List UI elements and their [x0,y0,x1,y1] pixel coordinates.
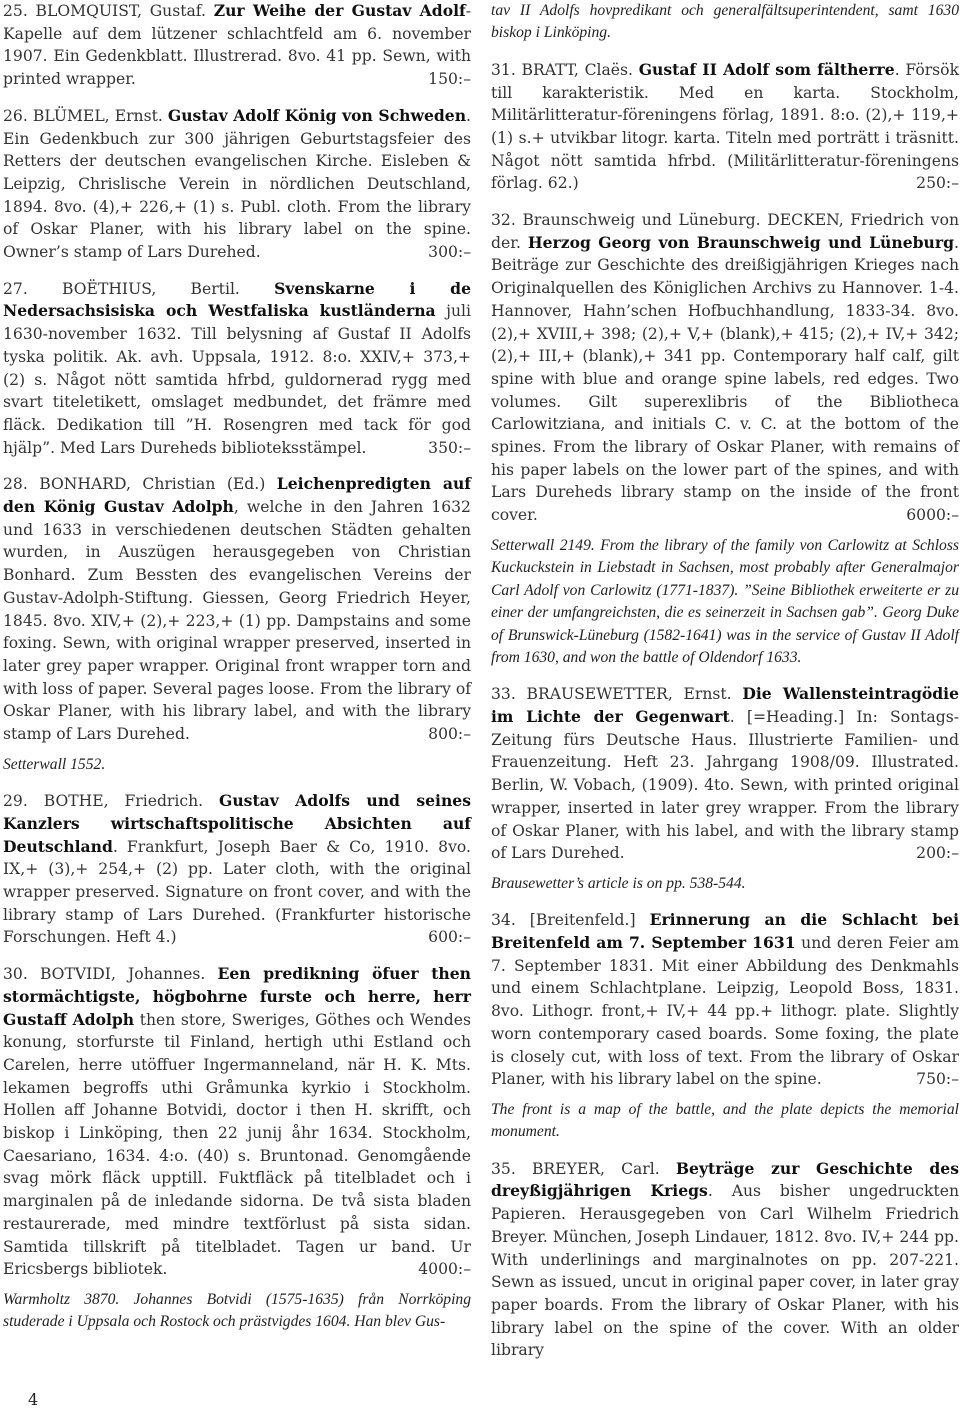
entry-author: 33. BRAUSEWETTER, Ernst. [491,685,743,704]
catalogue-entry-26 [3,105,471,264]
entry-title: Gustaf II Adolf som fältherre [638,59,895,79]
entry-title: Svenskarne i de Nedersachsisiska och Westfaliska kustländerna [3,278,471,321]
entry-title: Leichenpredigten auf den König Gustav Adolph [3,474,472,517]
catalogue-entry-35 [491,1158,959,1362]
catalogue-entry-28 [3,473,471,745]
entry-author: 31. BRATT, Claës. [491,60,639,79]
entry-author: 27. BOËTHIUS, Bertil. [3,279,275,298]
catalogue-entry-30 [3,963,471,1281]
entry-description: und deren Feier am 7. September 1831. Mit einer Abbildung des Denkmahls und einem Schlachtplane. Leipzig, Leopold Boss, 1831. 8vo. Lithogr. front,+ IV,+ 44 pp.+ lithogr. plate. Slightly worn contemporary cased boards. Some foxing, the plate is closely cut, with loss of text. From the library of Oskar Planer, with his library label on the spine. [491,934,959,1089]
entry-description: juli 1630-november 1632. Till belysning af Gustaf II Adolfs tyska politik. Ak. avh. Uppsala, 1912. 8:o. XXIV,+ 373,+ (2) s. Något nött samtida hfrbd, guldornerad rygg med svart titeletikett, omslaget medbundet, det främre med fläck. Dedikation till ”H. Rosengren med tack för god hjälp”. Med Lars Dureheds biblioteksstämpel. [3,302,471,457]
entry-description: . Beiträge zur Geschichte des dreißigjährigen Krieges nach Originalquellen des Königlichen Archivs zu Hannover. 1-4. Hannover, Hahn’schen Hofbuchhandlung, 1833-34. 8vo. (2),+ XVIII,+ 398; (2),+ V,+ (blank),+ 415; (2),+ IV,+ 342; (2),+ III,+ (blank),+ 341 pp. Contemporary half calf, gilt spine with blue and orange spine labels, red edges. Two volumes. Gilt superexlibris of the Bibliotheca Carlowitziana, and initials C. v. C. at the bottom of the spines. From the library of Oskar Planer, with remains of his paper labels on the lower part of the spines, and with Lars Dureheds library stamp on the inside of the front cover. [491,233,959,525]
entry-title: Beyträge zur Geschichte des dreyßigjährigen Kriegs [491,1158,959,1201]
entry-title: Zur Weihe der Gustav Adolf [213,1,466,20]
left-column [3,0,471,1348]
entry-title: Gustav Adolf König von Schweden [167,105,467,125]
entry-title: Erinnerung an die Schlacht bei Breitenfeld am 7. September 1631 [491,910,959,953]
entry-description: . Frankfurt, Joseph Baer & Co, 1910. 8vo. IX,+ (3),+ 254,+ (2) pp. Later cloth, with the original wrapper preserved. Signature on front cover, and with the library stamp of Lars Durehed. (Frankfurter historische Forschungen. Heft 4.) [3,837,471,947]
entry-price: 200:– [916,844,959,863]
entry-price: 350:– [428,438,471,457]
catalogue-entry-29 [3,790,471,949]
entry-description: . Försök till karakteristik. Med en karta. Stockholm, Militärlitteratur-föreningens förlag, 1891. 8:o. (2),+ 119,+ (1) s.+ utvikbar litogr. karta. Titeln med porträtt i träsnitt. Något nött samtida hfrbd. (Militärlitteratur-föreningens förlag. 62.) [491,60,960,193]
continued-note: tav II Adolfs hovpredikant och generalfältsuperintendent, samt 1630 biskop i Linköping. [491,2,959,42]
catalogue-entry-27 [3,278,471,460]
entry-author: 30. BOTVIDI, Johannes. [3,965,218,984]
entry-title: Een predikning öfuer then stormächtigste, högbohrne furste och herre, herr Gustaff Adolph [3,964,471,1029]
entry-note: The front is a map of the battle, and the plate depicts the memorial monument. [491,1100,959,1141]
entry-price: 4000:– [418,1260,471,1279]
entry-note: Setterwall 2149. From the library of the family von Carlowitz at Schloss Kuckuckstein in Liebstadt in Sachsen, most probably after Generalmajor Carl Adolf von Carlowitz (1771-1837). ”Seine Bibliothek erweiterte er zu einer der umfangreichsten, die es seinerzeit in Sachsen gab”. Georg Duke of Brunswick-Lüneburg (1582-1641) was in the service of Gustav II Adolf from 1630, and won the battle of Oldendorf 1633. [491,536,959,666]
catalogue-entry-25 [3,0,471,91]
entry-author: 29. BOTHE, Friedrich. [3,792,220,811]
entry-description: -Kapelle auf dem lützener schlachtfeld am 6. november 1907. Ein Gedenkblatt. Illustrerad. 8vo. 41 pp. Sewn, with printed wrapper. [3,2,472,89]
entry-author: 34. [Breitenfeld.] [491,911,650,930]
entry-author: 32. Braunschweig und Lüneburg. DECKEN, Friedrich von der. [491,211,959,252]
entry-price: 250:– [916,174,959,193]
entry-description: . Aus bisher ungedruckten Papieren. Herausgegeben von Carl Wilhelm Friedrich Breyer. München, Joseph Lindauer, 1812. 8vo. IV,+ 244 pp. With underlinings and marginalnotes on pp. 207-221. Sewn as issued, uncut in original paper cover, in later gray paper boards. From the library of Oskar Planer, with his library label on the spine of the cover. With an older library [491,1182,960,1360]
right-column [491,0,959,1376]
entry-description: . [=Heading.] In: Sontags-Zeitung fürs Deutsche Haus. Illustrierte Familien- und Frauenzeitung. Heft 23. Jahrgang 1908/09. Illustrated. Berlin, W. Vobach, (1909). 4to. Sewn, with printed original wrapper, inserted in later grey wrapper. From the library of Oskar Planer, with his label, and with the library stamp of Lars Durehed. [491,708,959,863]
entry-note: Brausewetter’s article is on pp. 538-544. [491,874,746,892]
page-number: 4 [28,1390,39,1409]
entry-price: 750:– [916,1070,959,1089]
entry-note: Warmholtz 3870. Johannes Botvidi (1575-1635) från Norrköping studerade i Uppsala och Rostock och prästvigdes 1604. Han blev Gus- [3,1290,471,1331]
entry-title: Gustav Adolfs und seines Kanzlers wirtschaftspolitische Absichten auf Deutschland [3,791,471,856]
entry-title: Die Wallensteintragödie im Lichte der Gegenwart [491,684,959,727]
entry-author: 35. BREYER, Carl. [491,1159,676,1178]
entry-price: 150:– [428,70,471,89]
catalogue-entry-34 [491,909,959,1091]
entry-title: Herzog Georg von Braunschweig und Lüneburg [527,232,955,252]
entry-price: 600:– [428,928,471,947]
catalogue-entry-33 [491,683,959,865]
entry-description: , welche in den Jahren 1632 und 1633 in verschiedenen deutschen Städten gehalten wurden, in Auszügen herausgegeben von Christian Bonhard. Zum Bessten des evangelischen Vereins der Gustav-Adolph-Stiftung. Giessen, Georg Friedrich Heyer, 1845. 8vo. XIV,+ (2),+ 223,+ (1) pp. Dampstains and some foxing. Sewn, with original wrapper preserved, inserted in later grey paper wrapper. Original front wrapper torn and with loss of paper. Several pages loose. From the library of Oskar Planer, with his library label, and with the library stamp of Lars Durehed. [3,498,471,744]
catalogue-entry-31 [491,59,959,195]
entry-description: . Ein Gedenkbuch zur 300 jährigen Geburtstagsfeier des Retters der deutschen evangelischen Kirche. Eisleben & Leipzig, Chrislische Verein in nördlichen Deutschland, 1894. 8vo. (4),+ 226,+ (1) s. Publ. cloth. From the library of Oskar Planer, with his library label on the spine. Owner’s stamp of Lars Durehed. [3,106,472,262]
entry-price: 6000:– [906,506,959,525]
entry-price: 800:– [428,725,471,744]
catalogue-entry-32 [491,209,959,527]
entry-description: then store, Sweriges, Göthes och Wendes konung, storfurste til Finland, hertigh uthi Estland och Carelen, herre utöffuer Ingermanneland, när H. K. Mts. lekamen begroffs uthi Gråmunka kyrkio i Stockholm. Hollen aff Johanne Botvidi, doctor i then H. skrifft, och biskop i Linköping, then 22 junij åhr 1634. Stockholm, Caesariano, 1634. 4:o. (40) s. Bruntonad. Genomgående svag mörk fläck upptill. Fuktfläck på titelbladet och i marginalen på de inledande sidorna. De två sista bladen restaurerade, med mindre textförlust på sista sidan. Samtida tillskrift på titelbladet. Tagen ur band. Ur Ericsbergs bibliotek. [3,1010,471,1279]
entry-note: Setterwall 1552. [3,755,106,773]
entry-author: 28. BONHARD, Christian (Ed.) [3,475,277,494]
entry-price: 300:– [428,243,471,262]
entry-author: 25. BLOMQUIST, Gustaf. [3,2,214,20]
entry-author: 26. BLÜMEL, Ernst. [3,106,168,125]
